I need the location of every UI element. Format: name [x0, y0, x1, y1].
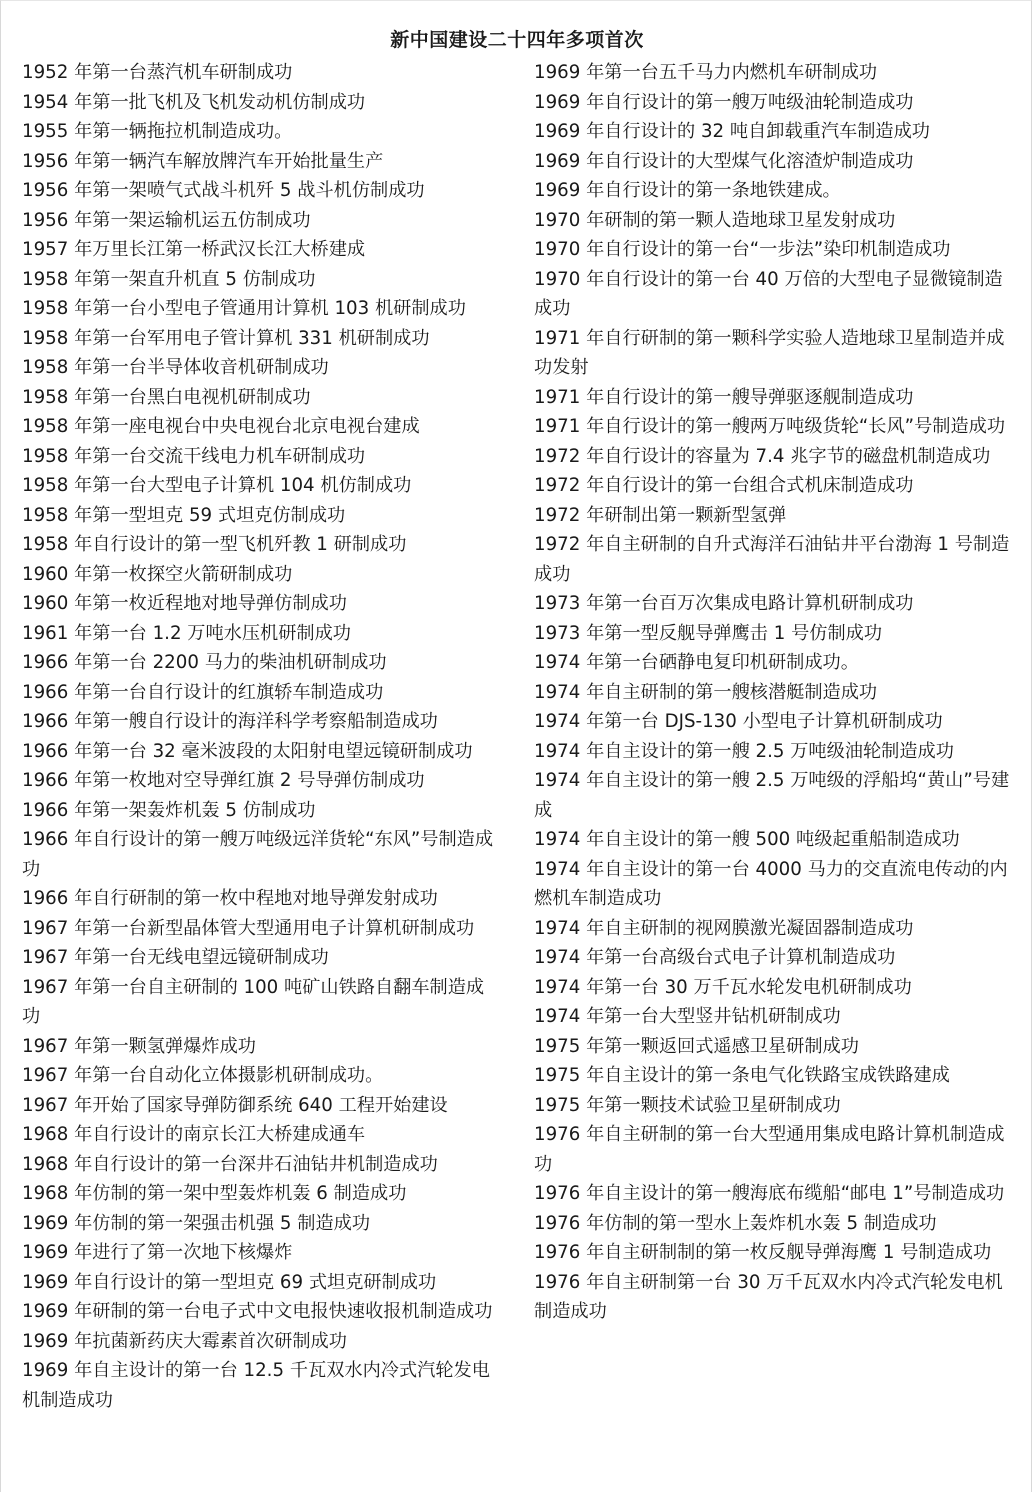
list-item: 1974 年第一台高级台式电子计算机制造成功: [534, 947, 896, 968]
list-item: 1974 年自主设计的第一台 4000 马力的交直流电传动的内燃机车制造成功: [534, 858, 1008, 909]
list-item: 1969 年研制的第一台电子式中文电报快速收报机制造成功: [22, 1301, 493, 1322]
list-item: 1972 年研制出第一颗新型氢弹: [534, 504, 787, 526]
list-item: 1970 年自行设计的第一台 40 万倍的大型电子显微镜制造成功: [534, 268, 1003, 319]
page-title: 新中国建设二十四年多项首次: [390, 29, 644, 51]
list-item: 1958 年第一台大型电子计算机 104 机仿制成功: [22, 475, 412, 496]
list-item: 1974 年自主设计的第一艘 500 吨级起重船制造成功: [534, 829, 960, 850]
list-item: 1956 年第一架运输机运五仿制成功: [22, 209, 311, 231]
list-item: 1960 年第一枚探空火箭研制成功: [22, 563, 293, 585]
left-column-list: [22, 58, 502, 1415]
list-item: 1968 年自行设计的南京长江大桥建成通车: [22, 1124, 366, 1145]
list-item: 1971 年自行研制的第一颗科学实验人造地球卫星制造并成功发射: [534, 327, 1005, 378]
list-item: 1972 年自行设计的第一台组合式机床制造成功: [534, 475, 914, 496]
list-item: 1960 年第一枚近程地对地导弹仿制成功: [22, 593, 347, 614]
list-item: 1957 年万里长江第一桥武汉长江大桥建成: [22, 239, 366, 260]
list-item: 1958 年自行设计的第一型飞机歼教 1 研制成功: [22, 534, 407, 555]
list-item: 1958 年第一型坦克 59 式坦克仿制成功: [22, 504, 346, 526]
list-item: 1966 年自行设计的第一艘万吨级远洋货轮“东风”号制造成功: [22, 829, 494, 880]
list-item: 1958 年第一台半导体收音机研制成功: [22, 357, 329, 378]
list-item: 1958 年第一座电视台中央电视台北京电视台建成: [22, 416, 420, 437]
list-item: 1971 年自行设计的第一艘两万吨级货轮“长风”号制造成功: [534, 416, 1006, 437]
list-item: 1969 年自主设计的第一台 12.5 千瓦双水内冷式汽轮发电机制造成功: [22, 1360, 490, 1411]
list-item: 1958 年第一台交流干线电力机车研制成功: [22, 445, 366, 467]
list-item: 1967 年开始了国家导弹防御系统 640 工程开始建设: [22, 1094, 448, 1116]
list-item: 1974 年自主设计的第一艘 2.5 万吨级的浮船坞“黄山”号建成: [534, 770, 1010, 821]
list-item: 1969 年仿制的第一架强击机强 5 制造成功: [22, 1212, 371, 1234]
list-item: 1976 年仿制的第一型水上轰炸机水轰 5 制造成功: [534, 1212, 937, 1234]
list-item: 1966 年第一台 32 毫米波段的太阳射电望远镜研制成功: [22, 740, 473, 762]
list-item: 1966 年第一台自行设计的红旗轿车制造成功: [22, 681, 384, 703]
list-item: 1974 年自主研制的第一艘核潜艇制造成功: [534, 681, 878, 703]
list-item: 1970 年自行设计的第一台“一步法”染印机制造成功: [534, 239, 951, 260]
list-item: 1976 年自主研制制的第一枚反舰导弹海鹰 1 号制造成功: [534, 1242, 992, 1263]
list-item: 1954 年第一批飞机及飞机发动机仿制成功: [22, 91, 366, 113]
list-item: 1969 年抗菌新药庆大霉素首次研制成功: [22, 1330, 347, 1352]
list-item: 1967 年第一台无线电望远镜研制成功: [22, 947, 329, 968]
list-item: 1975 年自主设计的第一条电气化铁路宝成铁路建成: [534, 1065, 950, 1086]
list-item: 1967 年第一颗氢弹爆炸成功: [22, 1035, 256, 1057]
list-item: 1958 年第一台小型电子管通用计算机 103 机研制成功: [22, 298, 466, 319]
list-item: 1956 年第一架喷气式战斗机歼 5 战斗机仿制成功: [22, 180, 425, 201]
list-item: 1974 年第一台大型竖井钻机研制成功: [534, 1006, 841, 1027]
list-item: 1958 年第一台黑白电视机研制成功: [22, 386, 311, 408]
list-item: 1971 年自行设计的第一艘导弹驱逐舰制造成功: [534, 386, 914, 408]
list-item: 1968 年仿制的第一架中型轰炸机轰 6 制造成功: [22, 1183, 407, 1204]
list-item: 1955 年第一辆拖拉机制造成功。: [22, 121, 293, 142]
list-item: 1966 年第一艘自行设计的海洋科学考察船制造成功: [22, 711, 438, 732]
list-item: 1967 年第一台新型晶体管大型通用电子计算机研制成功: [22, 917, 475, 939]
list-item: 1969 年自行设计的 32 吨自卸载重汽车制造成功: [534, 121, 930, 142]
list-item: 1966 年第一枚地对空导弹红旗 2 号导弹仿制成功: [22, 770, 425, 791]
list-item: 1966 年自行研制的第一枚中程地对地导弹发射成功: [22, 888, 438, 909]
list-item: 1975 年第一颗返回式遥感卫星研制成功: [534, 1035, 859, 1057]
list-item: 1969 年自行设计的第一型坦克 69 式坦克研制成功: [22, 1271, 437, 1293]
list-item: 1969 年进行了第一次地下核爆炸: [22, 1242, 293, 1263]
list-item: 1956 年第一辆汽车解放牌汽车开始批量生产: [22, 150, 384, 172]
list-item: 1976 年自主研制的第一台大型通用集成电路计算机制造成功: [534, 1124, 1005, 1175]
list-item: 1969 年自行设计的第一条地铁建成。: [534, 180, 841, 201]
list-item: 1961 年第一台 1.2 万吨水压机研制成功: [22, 622, 351, 644]
list-item: 1966 年第一台 2200 马力的柴油机研制成功: [22, 652, 387, 673]
list-item: 1974 年第一台 DJS-130 小型电子计算机研制成功: [534, 711, 943, 732]
list-item: 1967 年第一台自动化立体摄影机研制成功。: [22, 1065, 384, 1086]
list-item: 1952 年第一台蒸汽机车研制成功: [22, 62, 293, 83]
list-item: 1968 年自行设计的第一台深井石油钻井机制造成功: [22, 1153, 438, 1175]
list-item: 1967 年第一台自主研制的 100 吨矿山铁路自翻车制造成功: [22, 976, 485, 1027]
list-item: 1966 年第一架轰炸机轰 5 仿制成功: [22, 799, 316, 821]
list-item: 1972 年自主研制的自升式海洋石油钻井平台渤海 1 号制造成功: [534, 534, 1010, 585]
list-item: 1976 年自主设计的第一艘海底布缆船“邮电 1”号制造成功: [534, 1183, 1005, 1204]
list-item: 1974 年自主设计的第一艘 2.5 万吨级油轮制造成功: [534, 740, 954, 762]
list-item: 1973 年第一台百万次集成电路计算机研制成功: [534, 593, 914, 614]
list-item: 1958 年第一台军用电子管计算机 331 机研制成功: [22, 327, 430, 349]
list-item: 1969 年自行设计的第一艘万吨级油轮制造成功: [534, 91, 914, 113]
list-item: 1970 年研制的第一颗人造地球卫星发射成功: [534, 209, 896, 231]
list-item: 1975 年第一颗技术试验卫星研制成功: [534, 1094, 841, 1116]
list-item: 1974 年第一台硒静电复印机研制成功。: [534, 652, 859, 673]
list-item: 1974 年第一台 30 万千瓦水轮发电机研制成功: [534, 976, 912, 998]
right-column-list: [534, 58, 1012, 1327]
list-item: 1976 年自主研制第一台 30 万千瓦双水内冷式汽轮发电机制造成功: [534, 1271, 1003, 1322]
list-item: 1969 年自行设计的大型煤气化溶渣炉制造成功: [534, 150, 914, 172]
list-item: 1974 年自主研制的视网膜激光凝固器制造成功: [534, 917, 914, 939]
list-item: 1972 年自行设计的容量为 7.4 兆字节的磁盘机制造成功: [534, 445, 991, 467]
list-item: 1973 年第一型反舰导弹鹰击 1 号仿制成功: [534, 622, 883, 644]
list-item: 1958 年第一架直升机直 5 仿制成功: [22, 268, 316, 290]
list-item: 1969 年第一台五千马力内燃机车研制成功: [534, 62, 878, 83]
